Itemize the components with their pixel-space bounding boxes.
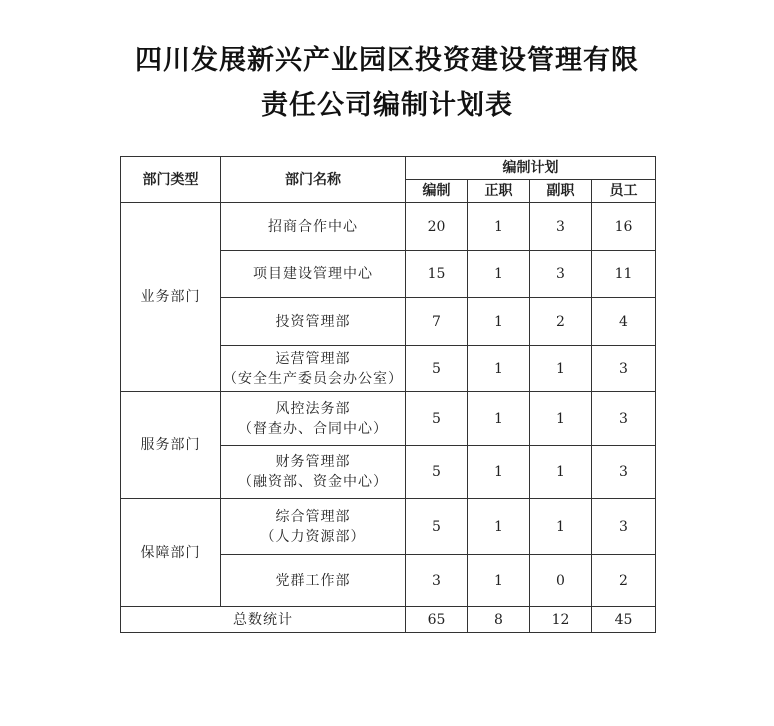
table-row xyxy=(121,499,656,555)
dept-name-cell: 党群工作部 xyxy=(221,555,406,607)
dept-name-line2: （督查办、合同中心） xyxy=(238,420,388,437)
header-col-fuzhi: 副职 xyxy=(530,180,592,203)
value-cell: 5 xyxy=(406,346,468,392)
header-col-yuangong: 员工 xyxy=(592,180,656,203)
value-cell: 1 xyxy=(468,298,530,346)
value-cell: 1 xyxy=(468,392,530,446)
dept-name-cell xyxy=(221,346,406,392)
value-cell: 11 xyxy=(592,251,656,298)
value-cell: 2 xyxy=(530,298,592,346)
total-value-cell: 45 xyxy=(592,607,656,633)
total-value-cell: 12 xyxy=(530,607,592,633)
staffing-plan-table xyxy=(120,156,656,633)
value-cell: 3 xyxy=(592,346,656,392)
dept-name-cell: 投资管理部 xyxy=(221,298,406,346)
total-value-cell: 8 xyxy=(468,607,530,633)
value-cell: 3 xyxy=(406,555,468,607)
total-value-cell: 65 xyxy=(406,607,468,633)
value-cell: 1 xyxy=(530,499,592,555)
value-cell: 20 xyxy=(406,203,468,251)
value-cell: 3 xyxy=(530,203,592,251)
dept-type-cell: 服务部门 xyxy=(121,392,221,499)
value-cell: 7 xyxy=(406,298,468,346)
value-cell: 1 xyxy=(530,446,592,499)
value-cell: 1 xyxy=(468,203,530,251)
value-cell: 1 xyxy=(468,346,530,392)
value-cell: 3 xyxy=(592,446,656,499)
total-row xyxy=(121,607,656,633)
value-cell: 0 xyxy=(530,555,592,607)
header-col-bianzhi: 编制 xyxy=(406,180,468,203)
value-cell: 15 xyxy=(406,251,468,298)
value-cell: 1 xyxy=(468,499,530,555)
table-row xyxy=(121,392,656,446)
dept-name-cell xyxy=(221,392,406,446)
dept-name-line1: 综合管理部 xyxy=(275,508,351,525)
value-cell: 4 xyxy=(592,298,656,346)
header-col-zhengzhi: 正职 xyxy=(468,180,530,203)
value-cell: 1 xyxy=(468,446,530,499)
value-cell: 1 xyxy=(468,555,530,607)
header-dept-type: 部门类型 xyxy=(121,157,221,203)
value-cell: 1 xyxy=(530,392,592,446)
value-cell: 3 xyxy=(592,392,656,446)
dept-name-line1: 财务管理部 xyxy=(275,454,351,470)
value-cell: 5 xyxy=(406,446,468,499)
dept-type-cell: 业务部门 xyxy=(121,203,221,392)
total-label: 总数统计 xyxy=(121,607,406,633)
page-title-line1: 四川发展新兴产业园区投资建设管理有限 xyxy=(135,45,639,76)
dept-name-line2: （融资部、资金中心） xyxy=(238,474,388,490)
dept-name-line1: 运营管理部 xyxy=(275,350,351,367)
dept-type-cell: 保障部门 xyxy=(121,499,221,607)
value-cell: 3 xyxy=(530,251,592,298)
dept-name-line1: 风控法务部 xyxy=(275,400,351,417)
value-cell: 2 xyxy=(592,555,656,607)
dept-name-cell xyxy=(221,499,406,555)
value-cell: 1 xyxy=(530,346,592,392)
header-dept-name: 部门名称 xyxy=(221,157,406,203)
table-row xyxy=(121,203,656,251)
dept-name-line2: （安全生产委员会办公室） xyxy=(223,370,403,387)
dept-name-cell xyxy=(221,446,406,499)
header-plan: 编制计划 xyxy=(406,157,656,180)
dept-name-cell: 招商合作中心 xyxy=(221,203,406,251)
value-cell: 5 xyxy=(406,499,468,555)
dept-name-cell: 项目建设管理中心 xyxy=(221,251,406,298)
value-cell: 1 xyxy=(468,251,530,298)
page-title-line2: 责任公司编制计划表 xyxy=(261,90,513,121)
value-cell: 5 xyxy=(406,392,468,446)
value-cell: 3 xyxy=(592,499,656,555)
dept-name-line2: （人力资源部） xyxy=(260,528,366,545)
value-cell: 16 xyxy=(592,203,656,251)
